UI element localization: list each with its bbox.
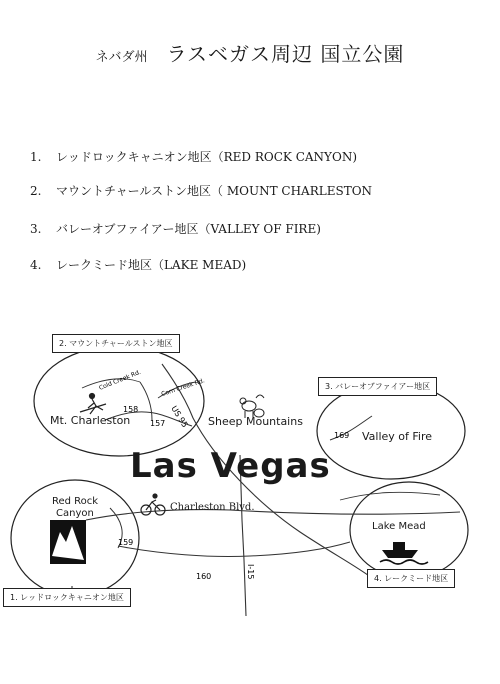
area-map — [0, 320, 500, 620]
page-title — [0, 38, 500, 67]
list-item — [30, 148, 357, 165]
state-label: ネバダ州 — [95, 50, 148, 65]
list-text: マウントチャールストン地区（ MOUNT CHARLESTON — [56, 184, 373, 198]
road-number-160: 160 — [196, 572, 212, 581]
road-us95: US 95 — [169, 404, 190, 430]
label-valley-of-fire: Valley of Fire — [362, 430, 433, 443]
skier-icon — [80, 394, 106, 415]
list-text: バレーオブファイアー地区（VALLEY OF FIRE) — [56, 222, 321, 236]
label-sheep-mountains: Sheep Mountains — [208, 415, 303, 428]
title-main: ラスベガス周辺 国立公園 — [166, 42, 405, 66]
list-item — [30, 220, 321, 237]
label-las-vegas: Las Vegas — [130, 446, 331, 486]
lake-shore-road — [340, 492, 440, 500]
list-item — [30, 182, 372, 199]
road-i15: I-15 — [246, 564, 255, 580]
climber-icon — [50, 520, 86, 564]
road-number-158: 158 — [123, 405, 139, 414]
road-corn-creek: Corn Creek Rd. — [160, 377, 206, 398]
label-red-rock: Red Rock — [52, 496, 99, 507]
road-cold-creek: Cold Creek Rd. — [98, 368, 142, 392]
list-item — [30, 256, 246, 273]
label-mt-charleston: Mt. Charleston — [50, 414, 131, 427]
label-canyon: Canyon — [56, 508, 94, 519]
list-text: レッドロックキャニオン地区（RED ROCK CANYON) — [56, 150, 357, 164]
road-160 — [118, 542, 350, 557]
tag-valley-of-fire: 3. バレーオブファイアー地区 — [318, 377, 437, 396]
list-number: 1. — [30, 150, 42, 164]
tag-mount-charleston: 2. マウントチャールストン地区 — [52, 334, 180, 353]
charleston-area-outline — [34, 346, 204, 456]
road-number-157: 157 — [150, 419, 166, 428]
road-158 — [140, 382, 152, 420]
list-number: 4. — [30, 258, 42, 272]
list-number: 3. — [30, 222, 42, 236]
label-charleston-blvd: Charleston Blvd. — [170, 502, 255, 513]
label-lake-mead: Lake Mead — [372, 521, 426, 532]
list-text: レークミード地区（LAKE MEAD) — [56, 258, 247, 272]
tag-lake-mead: 4. レークミード地区 — [367, 569, 455, 588]
road-number-159: 159 — [118, 538, 134, 547]
tag-red-rock-canyon: 1. レッドロックキャニオン地区 — [3, 588, 131, 607]
boat-icon — [380, 542, 428, 564]
road-number-169: 169 — [334, 431, 350, 440]
list-number: 2. — [30, 184, 42, 198]
